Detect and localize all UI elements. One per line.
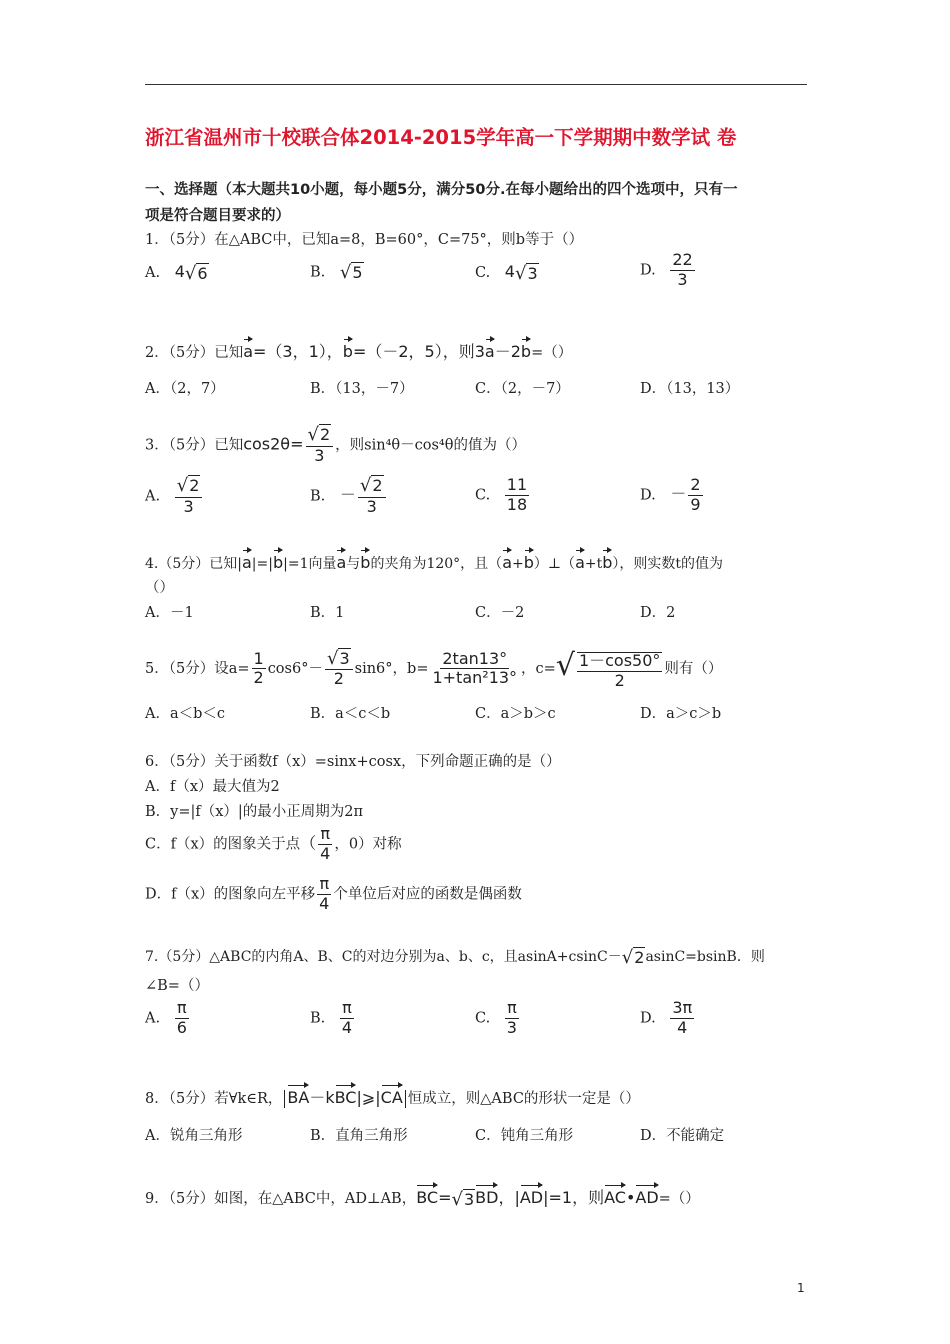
- q1-option-c: C. 4√3: [475, 262, 538, 284]
- question-5-stem: 5．（5分）设a= $\frac{1}{2}$ cos6°－ $\frac{√3}{2}$ sin6°，b= $\frac{2\tan 13^\circ}{\text{1+tan²13°}}$ ，c=√ $\frac{1-\cos 50^\circ}{2}$ 则有（）: [145, 647, 723, 690]
- question-6-stem: 6．（5分）关于函数f（x）=sinx+cosx，下列命题正确的是（）: [145, 754, 561, 770]
- q8-option-b: B．直角三角形: [310, 1128, 408, 1144]
- q4-option-b: B．1: [310, 605, 345, 621]
- question-8-stem: 8．（5分）若∀k∈R， BA－kBC|⩾|CA 恒成立，则△ABC的形状一定是（）: [145, 1082, 640, 1108]
- q1-option-a: A. 4√6: [145, 262, 208, 284]
- q4-option-d: D．2: [640, 605, 676, 621]
- question-2-stem: 2．（5分）已知a=（3，1），b=（－2，5），则3a－2b=（）: [145, 336, 572, 362]
- question-7-stem-line2: ∠B=（）: [145, 978, 209, 994]
- section-heading-line2: 项是符合题目要求的）: [145, 208, 290, 224]
- question-4-stem-line2: （）: [145, 580, 174, 596]
- q5-option-a: A．a＜b＜c: [145, 706, 226, 722]
- q8-option-a: A．锐角三角形: [145, 1128, 243, 1144]
- q2-option-c: C．（2，－7）: [475, 381, 570, 397]
- question-3-stem: 3．（5分）已知cos2θ= $\frac{√2}{3}$ ，则sin⁴θ－cos⁴θ的值为（）: [145, 424, 526, 465]
- q1-option-b: B. √5: [310, 262, 363, 283]
- q7-option-d: D. $\frac{3\pi}{4}$: [640, 998, 693, 1037]
- q5-option-c: C．a＞b＞c: [475, 706, 556, 722]
- page-title: 浙江省温州市十校联合体2014-2015学年高一下学期期中数学试 卷: [145, 126, 737, 149]
- section-heading-line1: 一、选择题（本大题共10小题，每小题5分，满分50分.在每小题给出的四个选项中，只有一: [145, 182, 738, 198]
- q3-option-c: C. $\frac{11}{18}$: [475, 475, 528, 514]
- q7-option-b: B. $\frac{\pi}{4}$: [310, 998, 353, 1037]
- page-number: 1: [797, 1281, 805, 1295]
- q4-option-c: C．－2: [475, 605, 525, 621]
- q7-option-c: C. $\frac{\pi}{3}$: [475, 998, 517, 1037]
- question-4-stem: 4.（5分）已知|a|=|b|=1向量a与b的夹角为120°，且（a+b）⊥（a+tb），则实数t的值为: [145, 547, 723, 573]
- q7-option-a: A. $\frac{\pi}{6}$: [145, 998, 187, 1037]
- q6-option-c: C．f（x）的图象关于点（ $\frac{\pi}{4}$ ，0）对称: [145, 824, 402, 863]
- question-1-stem: 1．（5分）在△ABC中，已知a=8，B=60°，C=75°，则b等于（）: [145, 232, 584, 248]
- q2-option-a: A．（2，7）: [145, 381, 225, 397]
- question-7-stem: 7.（5分）△ABC的内角A、B、C的对边分别为a、b、c，且asinA+csinC－√2asinC=bsinB．则: [145, 946, 765, 968]
- top-rule: [145, 84, 807, 85]
- q3-option-b: B. － $\frac{√2}{3}$: [310, 477, 388, 516]
- q6-option-a: A．f（x）最大值为2: [145, 779, 280, 795]
- q6-option-d: D．f（x）的图象向左平移 $\frac{\pi}{4}$ 个单位后对应的函数是偶函数: [145, 874, 522, 913]
- q5-option-d: D．a＞c＞b: [640, 706, 722, 722]
- question-9-stem: 9．（5分）如图，在△ABC中，AD⊥AB，BC=√3BD，|AD|=1，则AC•AD=（）: [145, 1182, 700, 1210]
- q1-option-d: D. $\frac{22}{3}$: [640, 250, 693, 289]
- q3-option-d: D. － $\frac{2}{9}$: [640, 475, 701, 514]
- q5-option-b: B．a＜c＜b: [310, 706, 391, 722]
- q6-option-b: B．y=|f（x）|的最小正周期为2π: [145, 804, 364, 820]
- q8-option-d: D．不能确定: [640, 1128, 725, 1144]
- q4-option-a: A．－1: [145, 605, 194, 621]
- q8-option-c: C．钝角三角形: [475, 1128, 574, 1144]
- q2-option-d: D．（13，13）: [640, 381, 740, 397]
- q3-option-a: A. $\frac{√2}{3}$: [145, 477, 204, 516]
- q2-option-b: B．（13，－7）: [310, 381, 414, 397]
